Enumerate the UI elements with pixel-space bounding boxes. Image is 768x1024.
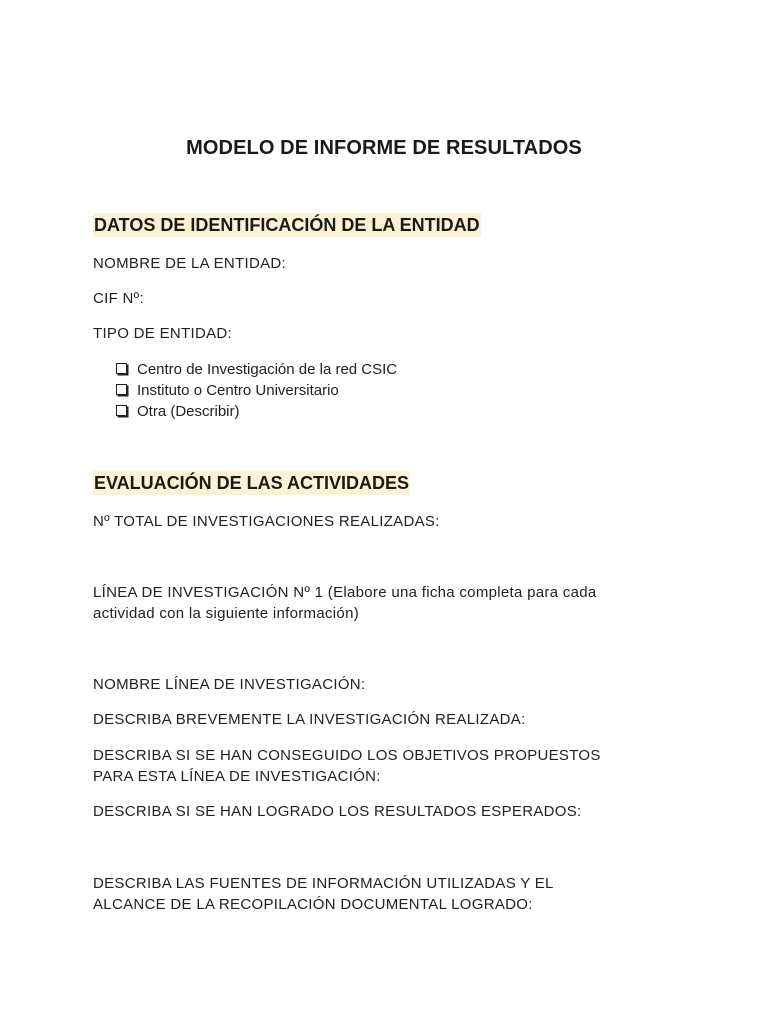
section-heading-evaluacion: EVALUACIÓN DE LAS ACTIVIDADES [94, 473, 410, 493]
document-title: MODELO DE INFORME DE RESULTADOS [186, 137, 582, 159]
field-nombre-linea: NOMBRE LÍNEA DE INVESTIGACIÓN: [93, 676, 366, 693]
section-heading-identificacion: DATOS DE IDENTIFICACIÓN DE LA ENTIDAD [94, 215, 480, 235]
field-describa-brevemente: DESCRIBA BREVEMENTE LA INVESTIGACIÓN REALIZADA: [93, 711, 526, 728]
field-fuentes-line2: ALCANCE DE LA RECOPILACIÓN DOCUMENTAL LOGRADO: [93, 896, 533, 913]
field-tipo-entidad: TIPO DE ENTIDAD: [93, 325, 232, 342]
field-objetivos-line1: DESCRIBA SI SE HAN CONSEGUIDO LOS OBJETIVOS PROPUESTOS [93, 747, 601, 764]
checkbox-icon[interactable] [116, 384, 127, 395]
field-linea-investigacion-line1: LÍNEA DE INVESTIGACIÓN Nº 1 (Elabore una ficha completa para cada [93, 584, 597, 601]
field-resultados: DESCRIBA SI SE HAN LOGRADO LOS RESULTADOS ESPERADOS: [93, 803, 582, 820]
checkbox-icon[interactable] [116, 405, 127, 416]
checkbox-option[interactable] [116, 401, 240, 422]
field-cif: CIF Nº: [93, 290, 144, 307]
checkbox-option[interactable] [116, 380, 339, 401]
field-objetivos-line2: PARA ESTA LÍNEA DE INVESTIGACIÓN: [93, 768, 381, 785]
checkbox-option[interactable] [116, 359, 397, 380]
field-total-investigaciones: Nº TOTAL DE INVESTIGACIONES REALIZADAS: [93, 513, 440, 530]
checkbox-label: Otra (Describir) [137, 403, 240, 420]
checkbox-label: Instituto o Centro Universitario [137, 382, 339, 399]
checkbox-icon[interactable] [116, 363, 127, 374]
checkbox-label: Centro de Investigación de la red CSIC [137, 361, 398, 378]
field-linea-investigacion-line2: actividad con la siguiente información) [93, 605, 360, 622]
field-fuentes-line1: DESCRIBA LAS FUENTES DE INFORMACIÓN UTILIZADAS Y EL [93, 875, 554, 892]
field-nombre-entidad: NOMBRE DE LA ENTIDAD: [93, 255, 287, 272]
